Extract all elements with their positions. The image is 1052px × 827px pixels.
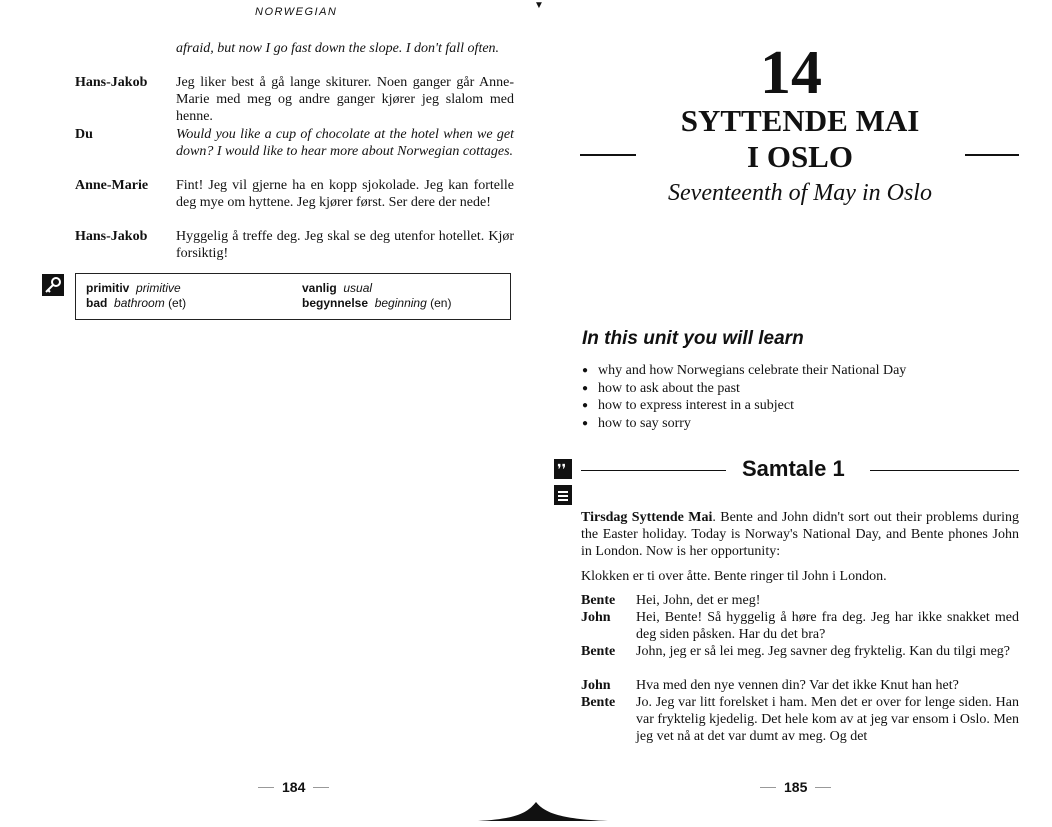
list-item: ● how to ask about the past <box>582 380 906 398</box>
speaker-name: Du <box>75 127 93 142</box>
vocab-entry: bad bathroom (et) <box>86 296 187 310</box>
learn-list <box>582 362 906 432</box>
samtale-dialogue <box>581 592 1021 757</box>
speaker-name: Hans-Jakob <box>75 75 148 90</box>
list-item: ● how to express interest in a subject <box>582 397 906 415</box>
intro-paragraph: Tirsdag Syttende Mai. Bente and John didn't sort out their problems during the Easter holiday. Today is Norway's National Day, and Bente phones John in London. Now is her opportunity: <box>581 510 1019 559</box>
chapter-title: SYTTENDE MAI <box>680 103 920 138</box>
page-number-dash <box>760 787 776 788</box>
speaker-name: Anne-Marie <box>75 178 149 193</box>
running-head: NORWEGIAN <box>255 6 338 18</box>
section-rule <box>581 470 726 471</box>
dialogue-line: Jo. Jeg var litt forelsket i ham. Men det er over for lenge siden. Han var fryktelig kjedelig. Det hele kom av at jeg var ensom i Oslo. Men jeg vet nå at det var dumt av meg. Og det <box>636 695 1019 744</box>
corner-mark: ▼ <box>534 0 544 11</box>
spine-mark <box>478 800 608 827</box>
key-icon <box>42 274 64 296</box>
section-rule <box>870 470 1019 471</box>
section-title: Samtale 1 <box>742 456 845 481</box>
scene-line: Klokken er ti over åtte. Bente ringer til John i London. <box>581 569 887 584</box>
list-item: ● how to say sorry <box>582 415 906 433</box>
dialogue-line: Hei, John, det er meg! <box>636 593 761 608</box>
chapter-subtitle: Seventeenth of May in Oslo <box>668 180 932 206</box>
page-number-dash <box>258 787 274 788</box>
chapter-number: 14 <box>760 39 822 107</box>
dialogue-line: afraid, but now I go fast down the slope. I don't fall often. <box>176 41 500 56</box>
dialogue-line: Jeg liker best å gå lange skiturer. Noen ganger går Anne-Marie med meg og andre ganger kjører jeg slalom med henne. <box>176 75 514 124</box>
audio-icon <box>554 459 572 484</box>
left-dialogue <box>75 40 515 270</box>
dialogue-line: Hei, Bente! Så hyggelig å høre fra deg. Jeg har ikke snakket med deg siden påsken. Har du det bra? <box>636 610 1019 642</box>
dialogue-line: Hyggelig å treffe deg. Jeg skal se deg utenfor hotellet. Kjør forsiktig! <box>176 229 514 261</box>
dialogue-line: Hva med den nye vennen din? Var det ikke Knut han het? <box>636 678 959 693</box>
vocabulary-box <box>75 273 511 320</box>
page-number: 185 <box>784 779 808 795</box>
speaker-name: Hans-Jakob <box>75 229 148 244</box>
page-number-dash <box>313 787 329 788</box>
speaker-name: John <box>581 610 611 625</box>
vocab-entry: primitiv primitive <box>86 281 181 295</box>
dialogue-line: Fint! Jeg vil gjerne ha en kopp sjokolade. Jeg kan fortelle deg mye om hyttene. Jeg kjører først. Ser dere der nede! <box>176 178 514 210</box>
chapter-title: I OSLO <box>747 139 853 174</box>
vocab-entry: vanlig usual <box>302 281 373 295</box>
dialogue-line: Would you like a cup of chocolate at the hotel when we get down? I would like to hear more about Norwegian cottages. <box>176 127 514 159</box>
page-number: 184 <box>282 779 306 795</box>
dialogue-line: John, jeg er så lei meg. Jeg savner deg fryktelig. Kan du tilgi meg? <box>636 644 1011 659</box>
speaker-name: John <box>581 678 611 693</box>
speaker-name: Bente <box>581 593 616 608</box>
svg-text:❜❜: ❜❜ <box>557 462 567 478</box>
speaker-name: Bente <box>581 695 616 710</box>
page-number-dash <box>815 787 831 788</box>
text-icon <box>554 485 572 510</box>
vocab-entry: begynnelse beginning (en) <box>302 296 452 310</box>
learn-heading: In this unit you will learn <box>582 328 804 349</box>
speaker-name: Bente <box>581 644 616 659</box>
list-item: ● why and how Norwegians celebrate their National Day <box>582 362 906 380</box>
title-rule <box>965 154 1019 156</box>
